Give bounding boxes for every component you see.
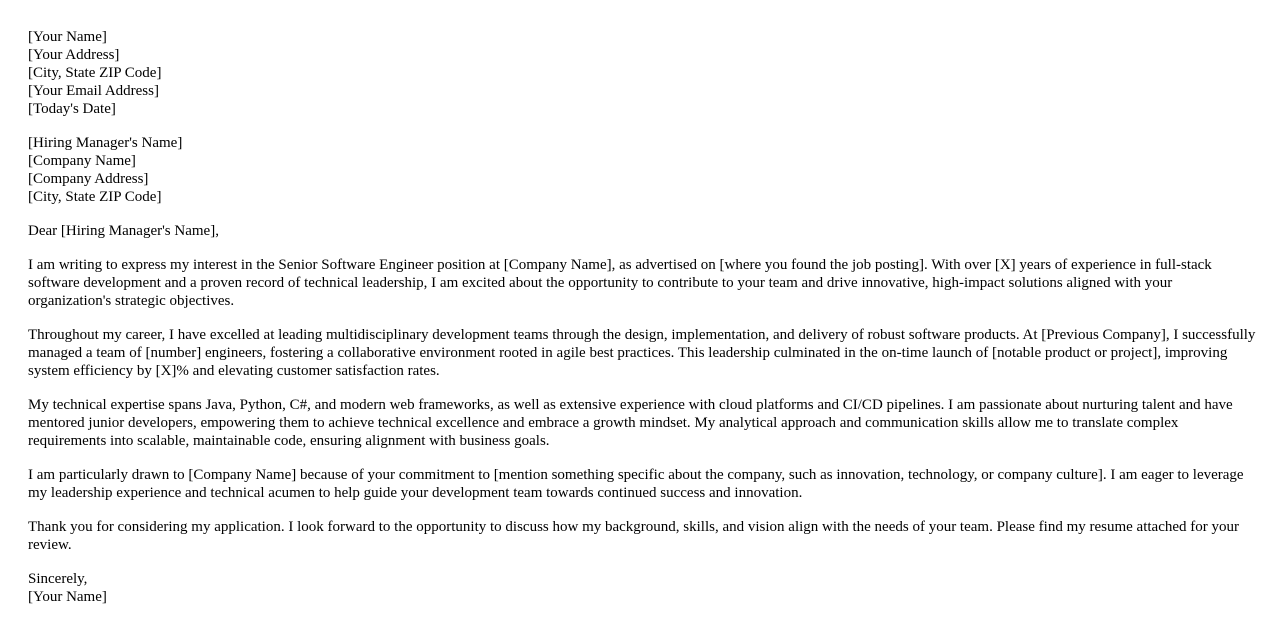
recipient-name: [Hiring Manager's Name] bbox=[28, 135, 183, 151]
sender-city-state-zip: [City, State ZIP Code] bbox=[28, 65, 162, 81]
body-paragraph-expertise: My technical expertise spans Java, Python, C#, and modern web frameworks, as well as extensive experience with cloud platforms and CI/CD pipelines. I am passionate about nurturing talent and have mentored junior developers, empowering them to achieve technical excellence and embrace a growth mindset. My analytical approach and communication skills allow me to translate complex requirements into scalable, maintainable code, ensuring alignment with business goals. bbox=[28, 397, 1233, 449]
recipient-company: [Company Name] bbox=[28, 153, 136, 169]
sender-email: [Your Email Address] bbox=[28, 83, 159, 99]
sender-block bbox=[28, 28, 1258, 118]
sender-name: [Your Name] bbox=[28, 29, 107, 45]
body-paragraph-thanks: Thank you for considering my application. I look forward to the opportunity to discuss how my background, skills, and vision align with the needs of your team. Please find my resume attached for your review. bbox=[28, 519, 1240, 553]
cover-letter bbox=[28, 28, 1258, 622]
salutation: Dear [Hiring Manager's Name], bbox=[28, 223, 219, 239]
letter-date: [Today's Date] bbox=[28, 101, 116, 117]
body-paragraph-experience: Throughout my career, I have excelled at leading multidisciplinary development teams through the design, implementation, and delivery of robust software products. At [Previous Company], I successfully managed a team of [number] engineers, fostering a collaborative environment rooted in agile best practices. This leadership culminated in the on-time launch of [notable product or project], improving system efficiency by [X]% and elevating customer satisfaction rates. bbox=[28, 327, 1256, 379]
recipient-block bbox=[28, 134, 1258, 206]
signature-name: [Your Name] bbox=[28, 589, 107, 605]
sender-address: [Your Address] bbox=[28, 47, 120, 63]
closing: Sincerely, bbox=[28, 571, 88, 587]
body-paragraph-company-interest: I am particularly drawn to [Company Name] because of your commitment to [mention something specific about the company, such as innovation, technology, or company culture]. I am eager to leverage my leadership experience and technical acumen to help guide your development team towards continued success and innovation. bbox=[28, 467, 1244, 501]
body-paragraph-intro: I am writing to express my interest in the Senior Software Engineer position at [Company Name], as advertised on [where you found the job posting]. With over [X] years of experience in full-stack software development and a proven record of technical leadership, I am excited about the opportunity to contribute to your team and drive innovative, high-impact solutions aligned with your organization's strategic objectives. bbox=[28, 257, 1212, 309]
recipient-city-state-zip: [City, State ZIP Code] bbox=[28, 189, 162, 205]
recipient-company-address: [Company Address] bbox=[28, 171, 149, 187]
